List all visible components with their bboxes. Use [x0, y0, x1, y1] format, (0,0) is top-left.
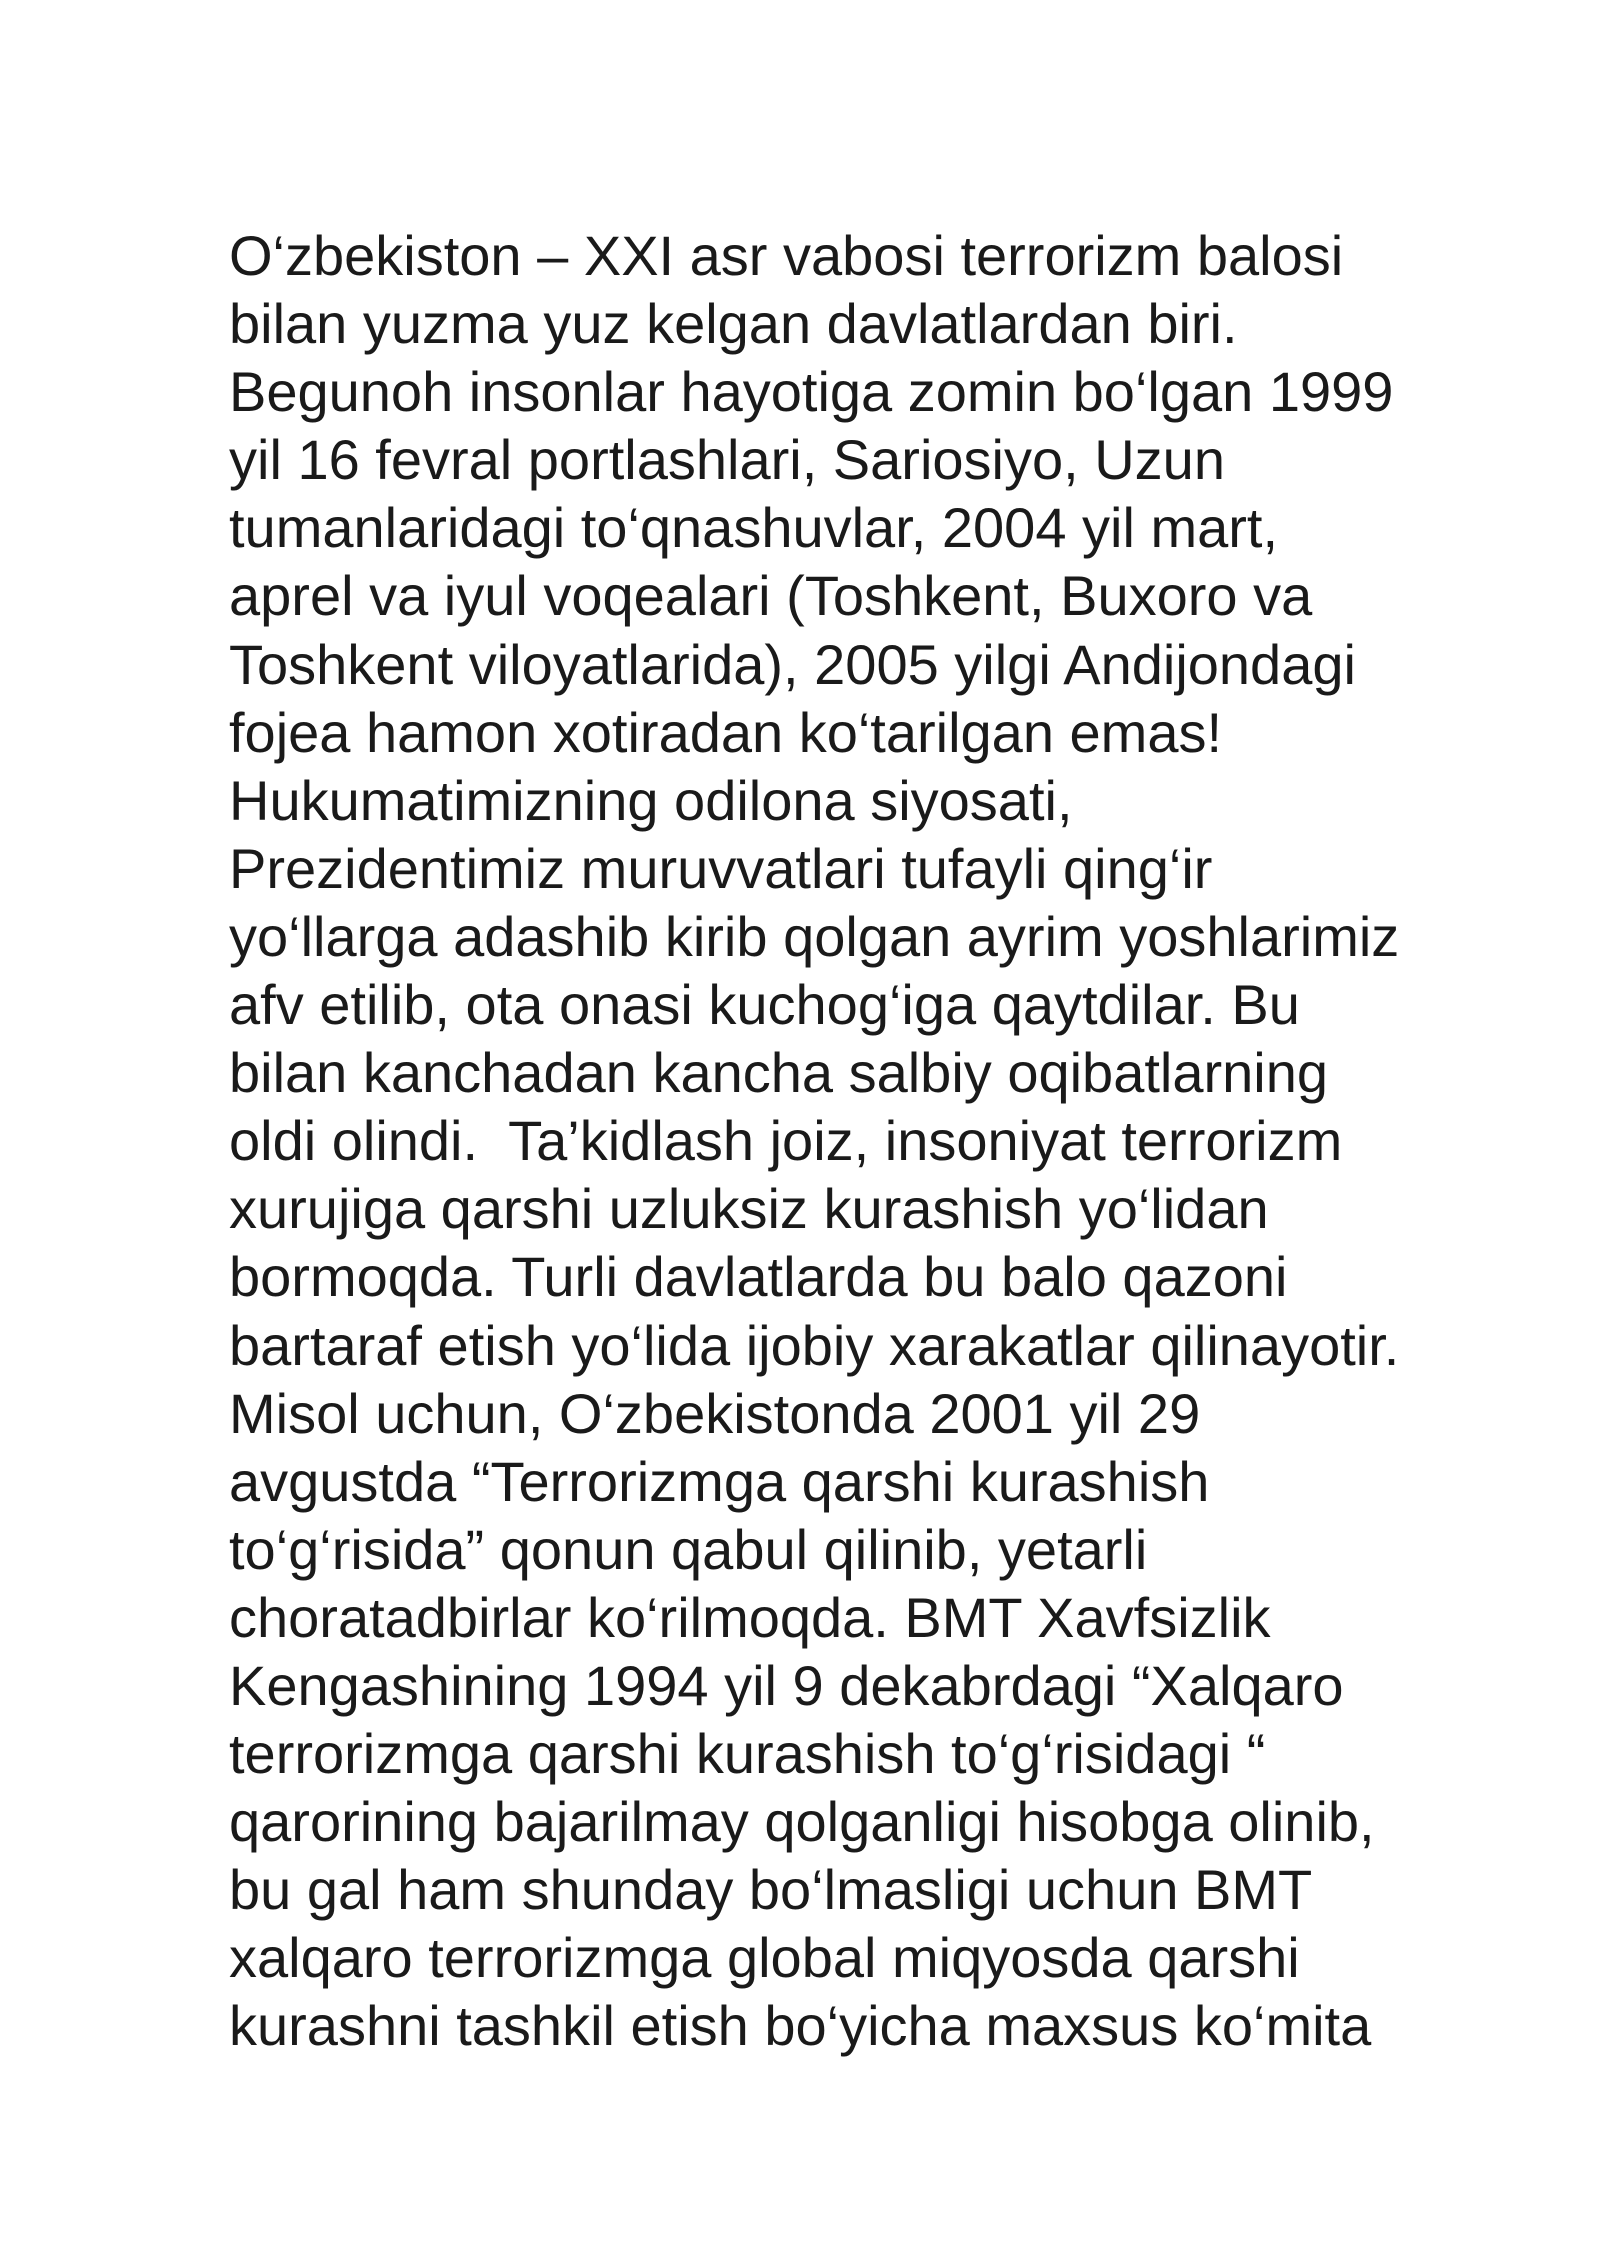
text-line: to‘g‘risida” qonun qabul qilinib, yetarli — [229, 1517, 1148, 1581]
text-line: xurujiga qarshi uzluksiz kurashish yo‘lidan — [229, 1177, 1269, 1241]
text-line: bu gal ham shunday bo‘lmasligi uchun BMT — [229, 1858, 1313, 1922]
text-line: bilan kanchadan kancha salbiy oqibatlarning — [229, 1041, 1328, 1105]
text-line: oldi olindi. Ta’kidlash joiz, insoniyat terrorizm — [229, 1109, 1343, 1173]
text-line: bartaraf etish yo‘lida ijobiy xarakatlar qilinayotir. — [229, 1313, 1400, 1377]
text-line: yil 16 fevral portlashlari, Sariosiyo, Uzun — [229, 428, 1225, 492]
text-line: avgustda “Terrorizmga qarshi kurashish — [229, 1449, 1210, 1513]
text-line: Toshkent viloyatlarida), 2005 yilgi Andijondagi — [229, 632, 1356, 696]
text-line: O‘zbekiston – XXI asr vabosi terrorizm balosi — [229, 224, 1344, 287]
text-line: bormoqda. Turli davlatlarda bu balo qazoni — [229, 1245, 1288, 1309]
text-line: Begunoh insonlar hayotiga zomin bo‘lgan 1999 — [229, 360, 1394, 424]
body-paragraph — [229, 222, 1529, 2061]
text-line: choratadbirlar ko‘rilmoqda. BMT Xavfsizlik — [229, 1585, 1271, 1649]
text-line: kurashni tashkil etish bo‘yicha maxsus ko‘mita — [229, 1994, 1372, 2058]
text-line: yo‘llarga adashib kirib qolgan ayrim yoshlarimiz — [229, 904, 1400, 968]
text-line: Prezidentimiz muruvvatlari tufayli qing‘ir — [229, 836, 1213, 900]
text-line: fojea hamon xotiradan ko‘tarilgan emas! — [229, 700, 1223, 764]
text-line: Hukumatimizning odilona siyosati, — [229, 768, 1073, 832]
text-line: qarorining bajarilmay qolganligi hisobga olinib, — [229, 1790, 1375, 1854]
text-line: afv etilib, ota onasi kuchog‘iga qaytdilar. Bu — [229, 973, 1300, 1037]
text-line: Kengashining 1994 yil 9 dekabrdagi “Xalqaro — [229, 1653, 1344, 1717]
text-line: tumanlaridagi to‘qnashuvlar, 2004 yil mart, — [229, 496, 1279, 560]
text-line: terrorizmga qarshi kurashish to‘g‘risidagi “ — [229, 1722, 1266, 1786]
text-line: Misol uchun, O‘zbekistonda 2001 yil 29 — [229, 1381, 1201, 1445]
text-line: bilan yuzma yuz kelgan davlatlardan biri. — [229, 292, 1238, 356]
text-line: aprel va iyul voqealari (Toshkent, Buxoro va — [229, 564, 1313, 628]
text-line: xalqaro terrorizmga global miqyosda qarshi — [229, 1926, 1300, 1990]
